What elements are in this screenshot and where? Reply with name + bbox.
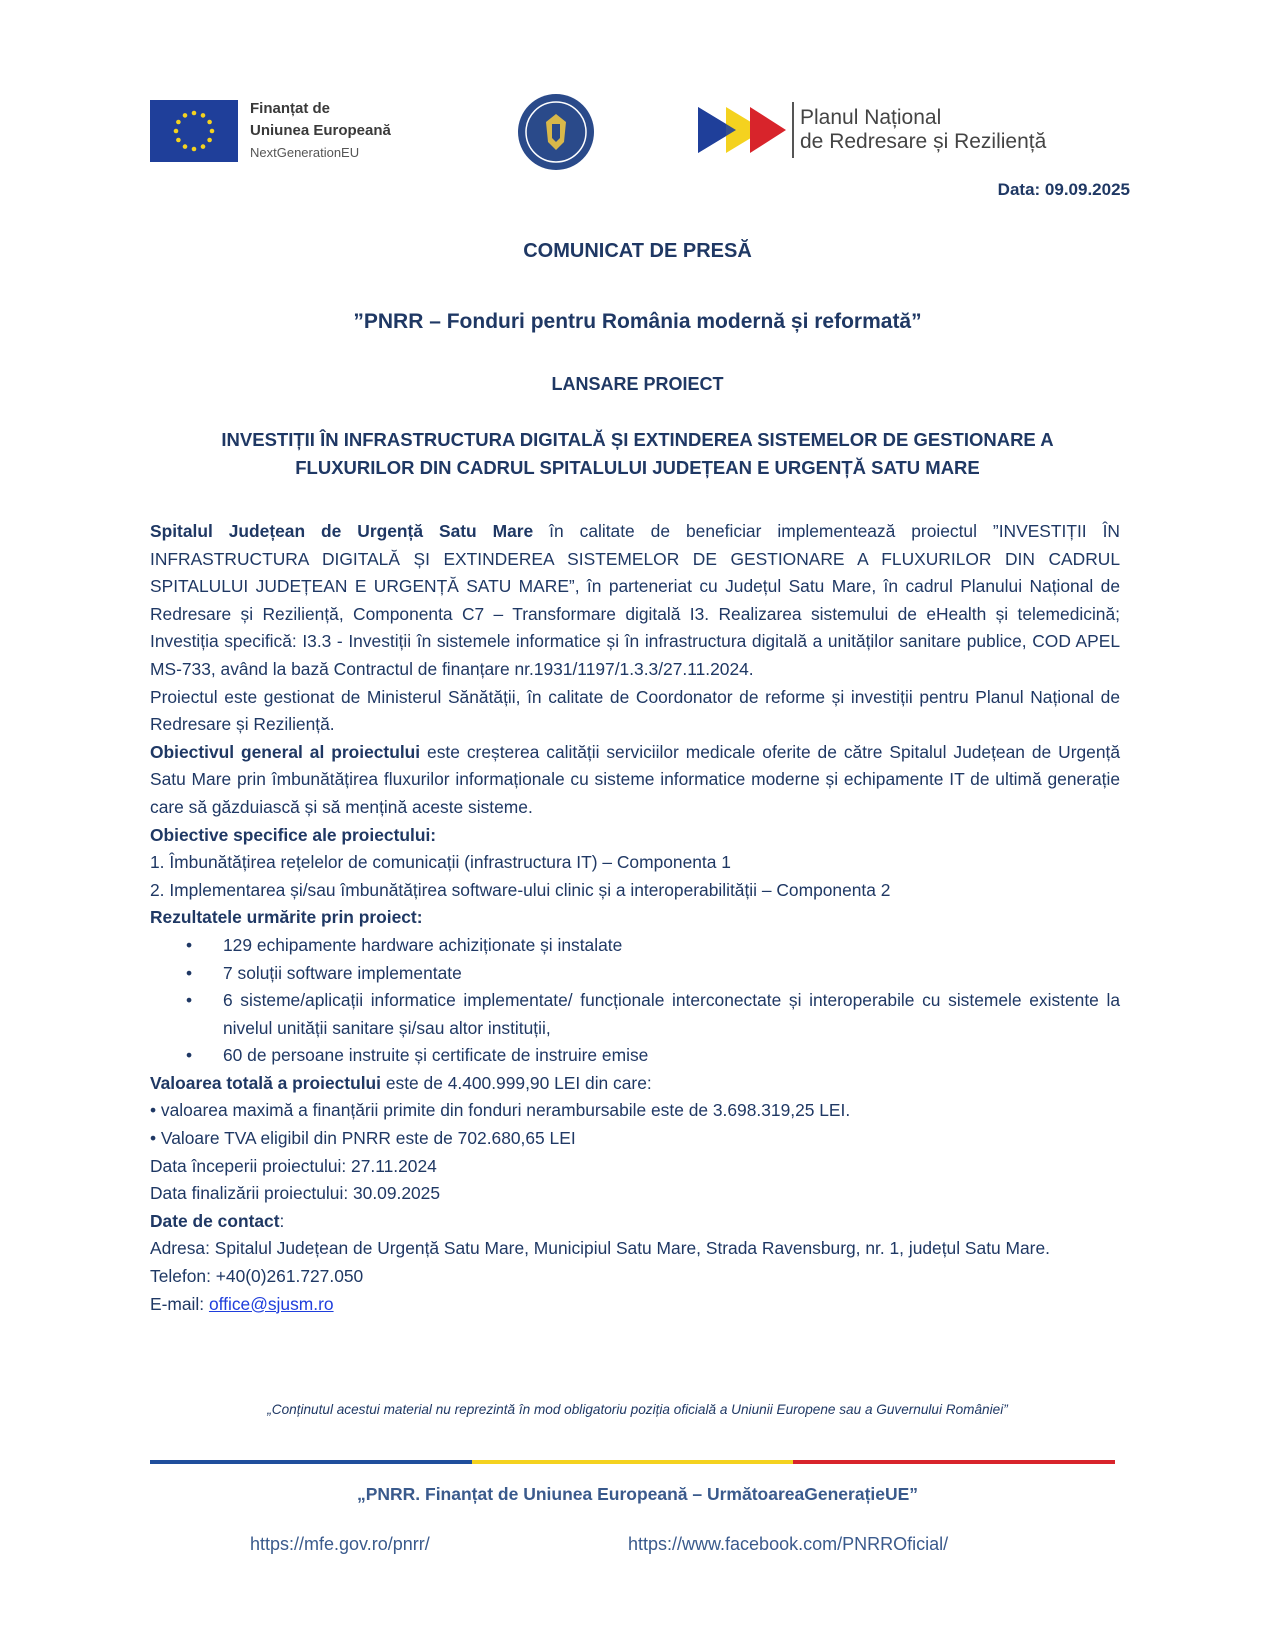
funding-value-line: • valoarea maximă a finanțării primite din fonduri nerambursabile este de 3.698.319,25 LEI. (150, 1100, 851, 1121)
contact-heading: Date de contact: (150, 1210, 285, 1231)
specific-objective-item: 1. Îmbunătățirea rețelelor de comunicații (infrastructura IT) – Componenta 1 (150, 852, 731, 873)
total-value-line (150, 1070, 1120, 1098)
contact-address: Adresa: Spitalul Județean de Urgență Satu Mare, Municipiul Satu Mare, Strada Ravensburg, nr. 1, județul Satu Mare. (150, 1238, 1050, 1259)
contact-phone: Telefon: +40(0)261.727.050 (150, 1266, 364, 1287)
bullet-icon: • (186, 990, 193, 1011)
project-title-line2: FLUXURILOR DIN CADRUL SPITALULUI JUDEȚEAN E URGENȚĂ SATU MARE (295, 457, 980, 478)
eu-logo-line3: NextGenerationEU (250, 145, 360, 160)
pnrr-arrow-icon (696, 103, 788, 157)
document-date: Data: 09.09.2025 (997, 180, 1130, 199)
list-item: • 129 echipamente hardware achiziționate și instalate (150, 932, 1120, 960)
tricolor-divider (150, 1460, 1115, 1464)
list-item: • 7 soluții software implementate (150, 960, 1120, 988)
bullet-icon: • (186, 934, 193, 955)
total-value-label: Valoarea totală a proiectului (150, 1072, 381, 1093)
romanian-government-seal-icon (516, 92, 596, 172)
eu-logo-line2: Uniunea Europeană (250, 122, 391, 139)
intro-text: în calitate de beneficiar implementează proiectul ”INVESTIȚII ÎN INFRASTRUCTURA DIGITALĂ ȘI EXTINDEREA SISTEMELOR DE GESTIONARE A FLUXURILOR DIN CADRUL SPITALULUI JUDEȚEAN E URGENȚĂ SATU MARE”, în parteneriat cu Județul Satu Mare, în cadrul Planului Național de Redresare și Reziliență, Componenta C7 – Transformare digitală I3. Realizarea sistemului de eHealth și telemedicină; Investiția specifică: I3.3 - Investiții în sistemele informatice și în infrastructura digitală a unităților sanitare publice, COD APEL MS-733, având la bază Contractul de finanțare nr.1931/1197/1.3.3/27.11.2024. (150, 521, 1120, 679)
project-end-date: Data finalizării proiectului: 30.09.2025 (150, 1183, 441, 1204)
intro-paragraph (150, 518, 1120, 684)
specific-objective-item: 2. Implementarea și/sau îmbunătățirea software-ului clinic și a interoperabilității – Componenta 2 (150, 879, 891, 900)
contact-email-line: E-mail: office@sjusm.ro (150, 1293, 334, 1314)
document-subtitle: ”PNRR – Fonduri pentru România modernă și reformată” (353, 310, 922, 333)
general-objective-label: Obiectivul general al proiectului (150, 741, 421, 762)
list-item: • 6 sisteme/aplicații informatice implementate/ funcționale interconectate și interoperabile cu sistemele existente la nivelul unității sanitare și/sau altor instituții, (150, 987, 1120, 1042)
press-release-body (150, 518, 1120, 1318)
launch-heading: LANSARE PROIECT (551, 374, 724, 394)
eu-funding-logo (150, 98, 391, 164)
project-title (140, 426, 1135, 482)
results-list (150, 932, 1120, 1070)
results-heading: Rezultatele urmărite prin proiect: (150, 907, 423, 928)
footer-link-mfe[interactable]: https://mfe.gov.ro/pnrr/ (250, 1534, 430, 1554)
divider-red (793, 1460, 1115, 1464)
contact-email-link[interactable]: office@sjusm.ro (208, 1293, 334, 1314)
total-value-text: este de 4.400.999,90 LEI din care: (381, 1072, 652, 1093)
document-type-heading: COMUNICAT DE PRESĂ (523, 240, 752, 262)
list-item: • 60 de persoane instruite și certificate de instruire emise (150, 1042, 1120, 1070)
logo-bar (150, 92, 1090, 172)
pnrr-logo-line2: de Redresare și Reziliență (800, 130, 1047, 153)
beneficiary-name: Spitalul Județean de Urgență Satu Mare (150, 521, 534, 541)
project-title-line1: INVESTIȚII ÎN INFRASTRUCTURA DIGITALĂ ȘI EXTINDEREA SISTEMELOR DE GESTIONARE A (221, 429, 1054, 450)
general-objective-paragraph (150, 739, 1120, 822)
general-objective-text: este creșterea calității serviciilor medicale oferite de către Spitalul Județean de Urgență Satu Mare prin îmbunătățirea fluxurilor informaționale cu sisteme informatice moderne și echipamente IT de ultimă generație care să găzduiască și să mențină aceste sisteme. (150, 741, 1120, 817)
pnrr-logo (696, 102, 1046, 158)
project-start-date: Data începerii proiectului: 27.11.2024 (150, 1155, 437, 1176)
divider-blue (150, 1460, 472, 1464)
divider-yellow (472, 1460, 794, 1464)
disclaimer: „Conținutul acestui material nu reprezintă în mod obligatoriu poziția oficială a Uniunii Europene sau a Guvernului României” (267, 1402, 1008, 1417)
management-paragraph: Proiectul este gestionat de Ministerul Sănătății, în calitate de Coordonator de reforme și investiții pentru Planul Național de Redresare și Reziliență. (150, 686, 1120, 735)
eu-logo-line1: Finanțat de (250, 100, 331, 117)
specific-objectives-heading: Obiective specifice ale proiectului: (150, 824, 437, 845)
footer-title: „PNRR. Finanțat de Uniunea Europeană – UrmătoareaGenerațieUE” (356, 1484, 919, 1504)
eu-flag-icon (150, 100, 238, 162)
bullet-icon: • (186, 962, 193, 983)
bullet-icon: • (186, 1045, 193, 1066)
pnrr-logo-line1: Planul Național (800, 106, 942, 129)
vat-value-line: • Valoare TVA eligibil din PNRR este de 702.680,65 LEI (150, 1128, 576, 1149)
footer-link-facebook[interactable]: https://www.facebook.com/PNRROficial/ (628, 1534, 949, 1554)
